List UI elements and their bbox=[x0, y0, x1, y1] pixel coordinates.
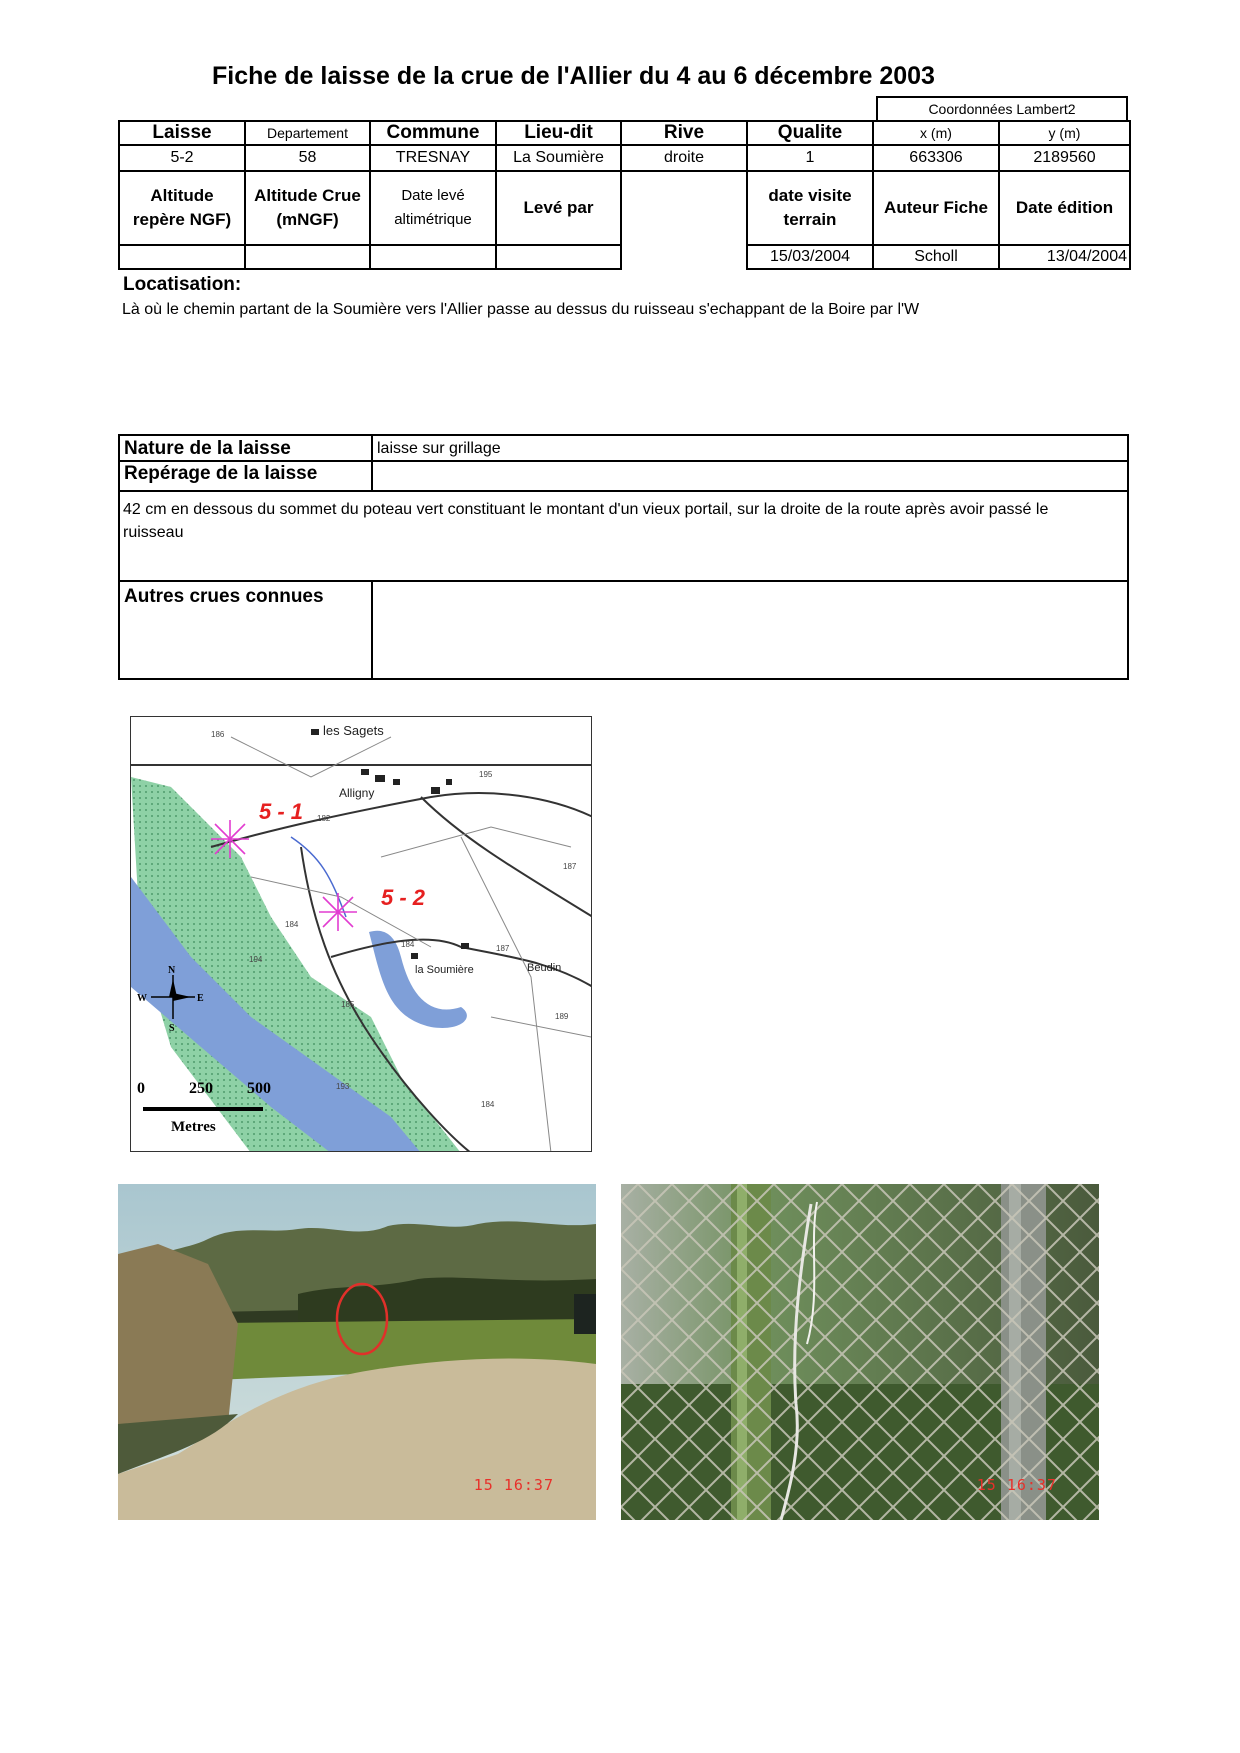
page-title: Fiche de laisse de la crue de l'Allier du 4 au 6 décembre 2003 bbox=[212, 62, 935, 90]
elevation: 184 bbox=[401, 940, 415, 949]
value-rive: droite bbox=[621, 145, 747, 171]
elevation: 193 bbox=[336, 1082, 350, 1091]
header-date-leve-l2: altimétrique bbox=[394, 211, 472, 228]
header-altitude-repere-l2: repère NGF) bbox=[132, 210, 232, 229]
elevation: 184 bbox=[481, 1100, 495, 1109]
header-date-visite-l1: date visite bbox=[768, 186, 852, 205]
scale-250: 250 bbox=[189, 1080, 213, 1097]
scale-unit: Metres bbox=[171, 1119, 216, 1135]
header-altitude-crue bbox=[245, 171, 370, 245]
header-date-leve bbox=[370, 171, 496, 245]
place-alligny: Alligny bbox=[339, 786, 375, 800]
header-date-edition: Date édition bbox=[999, 171, 1130, 245]
header-date-visite-l2: terrain bbox=[783, 210, 837, 229]
autres-divider bbox=[371, 582, 373, 678]
value-date-leve bbox=[370, 245, 496, 269]
header-table bbox=[118, 120, 1131, 270]
values-row-1 bbox=[119, 145, 1130, 171]
compass-s: S bbox=[169, 1023, 175, 1034]
value-altitude-repere bbox=[119, 245, 245, 269]
header-departement: Departement bbox=[245, 121, 370, 145]
autres-row bbox=[118, 580, 1129, 680]
nature-row bbox=[118, 434, 1129, 462]
header-altitude-crue-l2: (mNGF) bbox=[276, 210, 339, 229]
header-lieu-dit: Lieu-dit bbox=[496, 121, 621, 145]
map-svg bbox=[131, 717, 592, 1152]
value-leve-par bbox=[496, 245, 621, 269]
elevation: 186 bbox=[211, 730, 225, 739]
elevation: 185 bbox=[341, 1000, 355, 1009]
value-commune: TRESNAY bbox=[370, 145, 496, 171]
coordinates-header: Coordonnées Lambert2 bbox=[876, 96, 1128, 120]
elevation: 184 bbox=[285, 920, 299, 929]
header-leve-par: Levé par bbox=[496, 171, 621, 245]
nature-value: laisse sur grillage bbox=[377, 440, 501, 457]
compass-n: N bbox=[168, 965, 176, 976]
header-altitude-repere bbox=[119, 171, 245, 245]
scale-500: 500 bbox=[247, 1080, 271, 1097]
header-row-1 bbox=[119, 121, 1130, 145]
header-altitude-crue-l1: Altitude Crue bbox=[254, 186, 361, 205]
compass-e: E bbox=[197, 993, 204, 1004]
marker-5-1 bbox=[211, 820, 249, 858]
elevation: 182 bbox=[317, 814, 331, 823]
header-row-2 bbox=[119, 171, 1130, 245]
marker-label-5-1: 5 - 1 bbox=[259, 799, 304, 824]
localisation-text: Là où le chemin partant de la Soumière vers l'Allier passe au dessus du ruisseau s'echappant de la Boire par l'W bbox=[122, 301, 920, 318]
value-x: 663306 bbox=[873, 145, 999, 171]
nature-label: Nature de la laisse bbox=[124, 438, 291, 459]
header-commune: Commune bbox=[370, 121, 496, 145]
header-auteur: Auteur Fiche bbox=[873, 171, 999, 245]
compass-w: W bbox=[137, 993, 147, 1004]
photo-fence bbox=[621, 1184, 1099, 1520]
reperage-divider bbox=[371, 460, 373, 490]
header-date-visite bbox=[747, 171, 873, 245]
photo-fence-timestamp: 15 16:37 bbox=[976, 1476, 1057, 1494]
header-laisse: Laisse bbox=[119, 121, 245, 145]
header-y: y (m) bbox=[999, 121, 1130, 145]
value-laisse: 5-2 bbox=[119, 145, 245, 171]
reperage-text-box bbox=[118, 490, 1129, 582]
header-date-leve-l1: Date levé bbox=[401, 187, 465, 204]
value-date-edition: 13/04/2004 bbox=[999, 245, 1130, 269]
value-altitude-crue bbox=[245, 245, 370, 269]
elevation: 195 bbox=[479, 770, 493, 779]
reperage-value: 42 cm en dessous du sommet du poteau vert constituant le montant d'un vieux portail, sur la droite de la route après avoir passé le ruisseau bbox=[123, 501, 1049, 541]
photo-road bbox=[118, 1184, 596, 1520]
value-auteur: Scholl bbox=[873, 245, 999, 269]
elevation: 187 bbox=[496, 944, 510, 953]
autres-label: Autres crues connues bbox=[124, 586, 324, 607]
header-qualite: Qualite bbox=[747, 121, 873, 145]
value-departement: 58 bbox=[245, 145, 370, 171]
value-date-visite: 15/03/2004 bbox=[747, 245, 873, 269]
blank-cell bbox=[621, 171, 747, 269]
header-altitude-repere-l1: Altitude bbox=[150, 186, 214, 205]
reperage-label: Repérage de la laisse bbox=[124, 463, 318, 484]
photo-road-timestamp: 15 16:37 bbox=[473, 1476, 554, 1494]
value-qualite: 1 bbox=[747, 145, 873, 171]
photo-road-svg bbox=[118, 1184, 596, 1520]
reperage-row bbox=[118, 460, 1129, 492]
elevation: 189 bbox=[555, 1012, 569, 1021]
header-rive: Rive bbox=[621, 121, 747, 145]
value-lieu-dit: La Soumière bbox=[496, 145, 621, 171]
place-sagets: les Sagets bbox=[323, 723, 384, 738]
marker-5-2 bbox=[319, 893, 357, 931]
value-y: 2189560 bbox=[999, 145, 1130, 171]
elevation: 194 bbox=[249, 955, 263, 964]
header-x: x (m) bbox=[873, 121, 999, 145]
elevation: 187 bbox=[563, 862, 577, 871]
localisation-label: Locatisation: bbox=[123, 274, 242, 295]
location-map bbox=[130, 716, 592, 1152]
photo-fence-svg bbox=[621, 1184, 1099, 1520]
nature-divider bbox=[371, 436, 373, 460]
marker-label-5-2: 5 - 2 bbox=[381, 885, 426, 910]
place-soumiere: la Soumière bbox=[415, 964, 474, 976]
scale-0: 0 bbox=[137, 1080, 145, 1097]
place-beudin: Beudin bbox=[527, 962, 562, 974]
